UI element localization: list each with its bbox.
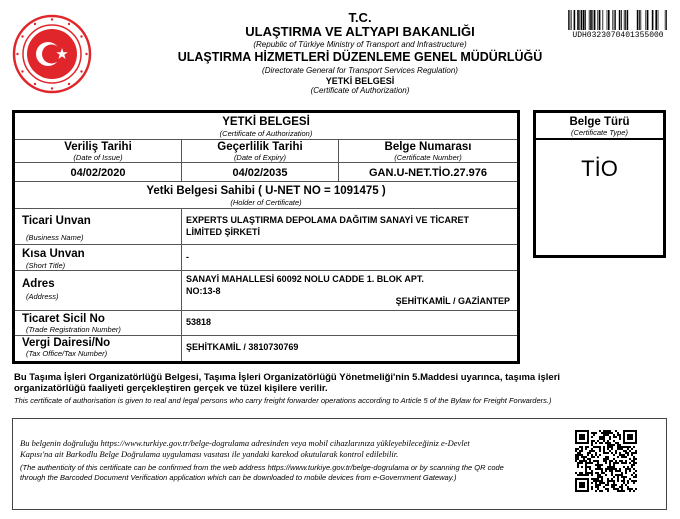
address-label-en: (Address) (26, 292, 59, 301)
header-tc: T.C. (348, 10, 372, 25)
holder-label-en: (Holder of Certificate) (230, 198, 302, 207)
header-cert-title-en: (Certificate of Authorization) (310, 86, 410, 95)
divider (181, 208, 182, 361)
verification-text-tr-2: Kapısı'na ait Barkodlu Belge Doğrulama uygulaması vasıtası ile yandaki karekod okutularak kontrol edilebilir. (20, 449, 399, 459)
business-name-value: EXPERTS ULAŞTIRMA DEPOLAMA DAĞITIM SANAYİ VE TİCARET (186, 215, 470, 225)
expiry-date-label: Geçerlilik Tarihi (217, 141, 303, 153)
header-ministry-en: (Republic of Türkiye Ministry of Transport and Infrastructure) (253, 40, 467, 49)
legal-text-line-2: organizatörlüğü faaliyeti gerçekleştiren gerçek ve tüzel kişilere verilir. (14, 383, 328, 394)
business-name-value-2: LİMİTED ŞİRKETİ (186, 227, 260, 237)
issue-date-label: Veriliş Tarihi (64, 141, 132, 153)
expiry-date-value: 04/02/2035 (232, 167, 288, 179)
ministry-seal-icon (12, 14, 92, 94)
barcode-icon (568, 10, 668, 30)
divider (15, 181, 517, 182)
short-title-label: Kısa Unvan (22, 248, 85, 260)
header-directorate: ULAŞTIRMA HİZMETLERİ DÜZENLEME GENEL MÜDÜRLÜĞÜ (177, 50, 543, 64)
divider (15, 335, 517, 336)
cert-number-label-en: (Certificate Number) (394, 153, 462, 162)
divider (15, 162, 517, 163)
header-directorate-en: (Directorate General for Transport Services Regulation) (262, 66, 458, 75)
verification-text-tr-1: Bu belgenin doğruluğu https://www.turkiye.gov.tr/belge-dogrulama adresinden veya mobil cihazlarınıza yükleyebileceğiniz e-Devlet (20, 438, 470, 448)
divider (536, 138, 663, 140)
address-value-2: NO:13-8 (186, 286, 221, 296)
divider (338, 139, 339, 181)
cert-box-title: YETKİ BELGESİ (222, 116, 310, 128)
trade-reg-value: 53818 (186, 317, 212, 327)
tax-office-label: Vergi Dairesi/No (22, 337, 111, 349)
barcode-number: UDH0323070401355000 (572, 31, 664, 40)
header-ministry: ULAŞTIRMA VE ALTYAPI BAKANLIĞI (245, 24, 475, 39)
trade-reg-label: Ticaret Sicil No (22, 313, 105, 325)
divider (15, 244, 517, 245)
short-title-label-en: (Short Title) (26, 261, 66, 270)
divider (181, 139, 182, 181)
business-name-label: Ticari Unvan (22, 215, 91, 227)
short-title-value: - (186, 252, 189, 262)
cert-number-value: GAN.U-NET.TİO.27.976 (369, 167, 487, 179)
address-value-3: ŞEHİTKAMİL / GAZİANTEP (395, 296, 510, 306)
tax-office-label-en: (Tax Office/Tax Number) (26, 349, 108, 358)
cert-type-value: TİO (581, 156, 618, 181)
issue-date-label-en: (Date of Issue) (73, 153, 123, 162)
divider (15, 310, 517, 311)
cert-type-label: Belge Türü (569, 116, 630, 128)
qr-code-icon[interactable] (575, 430, 637, 492)
expiry-date-label-en: (Date of Expiry) (233, 153, 287, 162)
tax-office-value: ŞEHİTKAMİL / 3810730769 (186, 342, 299, 352)
legal-text-en: This certificate of authorisation is given to real and legal persons who carry freight forwarder operations according to Article 5 of the Bylaw for Freight Forwarders.) (14, 396, 552, 405)
divider (15, 139, 517, 140)
header-cert-title: YETKİ BELGESİ (325, 76, 395, 86)
cert-type-label-en: (Certificate Type) (571, 128, 628, 137)
cert-box-title-en: (Certificate of Authorization) (219, 129, 313, 138)
trade-reg-label-en: (Trade Registration Number) (26, 325, 121, 334)
address-label: Adres (22, 278, 55, 290)
issue-date-value: 04/02/2020 (70, 167, 126, 179)
holder-label: Yetki Belgesi Sahibi ( U-NET NO = 1091475 ) (146, 185, 386, 197)
legal-text-line-1: Bu Taşıma İşleri Organizatörlüğü Belgesi, Taşıma İşleri Organizatörlüğü Yönetmeliği'nin 5.Maddesi uyarınca, taşıma işleri (14, 372, 561, 383)
divider (15, 208, 517, 209)
business-name-label-en: (Business Name) (26, 233, 84, 242)
cert-number-label: Belge Numarası (384, 141, 472, 153)
address-value: SANAYİ MAHALLESİ 60092 NOLU CADDE 1. BLOK APT. (186, 274, 424, 284)
divider (15, 270, 517, 271)
verification-text-en-2: through the Barcoded Document Verification application which can be downloaded to mobile devices from e-Government Gateway.) (20, 473, 457, 482)
verification-text-en-1: (The authenticity of this certificate can be confirmed from the web address https://www.turkiye.gov.tr/belge-dogrulama or by scanning the QR code (20, 463, 504, 472)
